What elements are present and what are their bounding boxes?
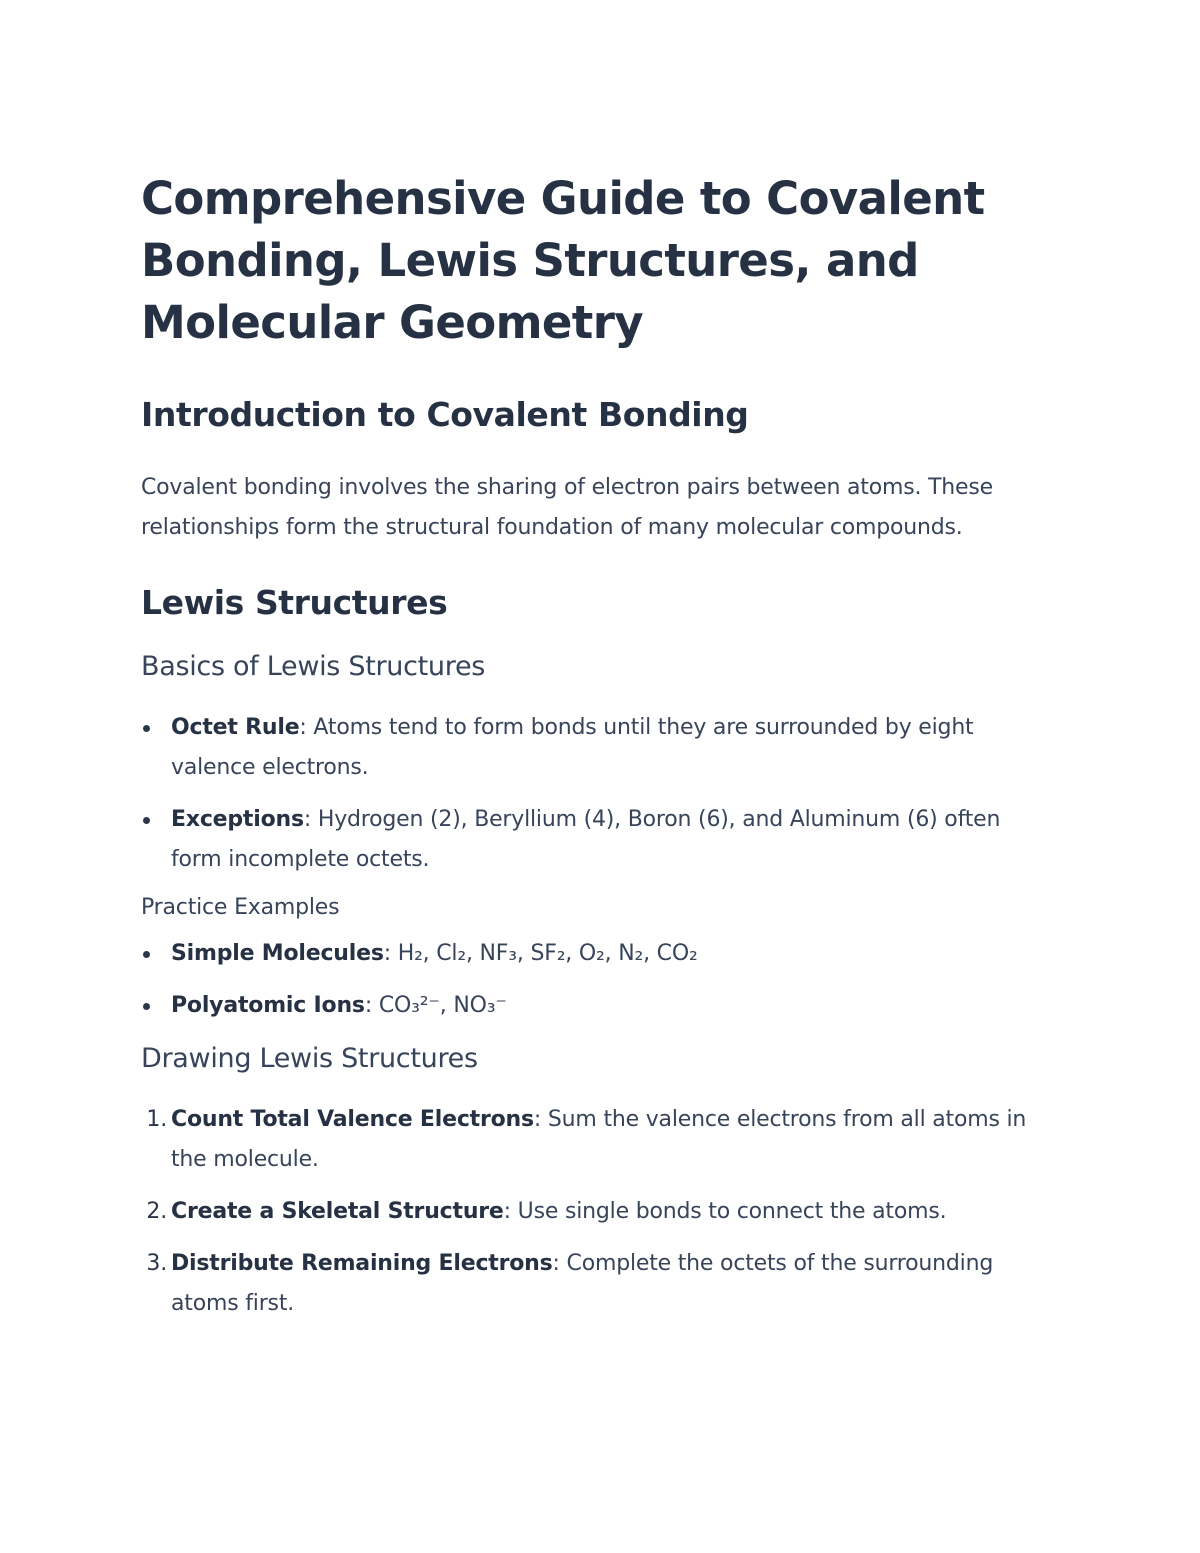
list-item-term: Exceptions (171, 807, 304, 832)
subheading-basics: Basics of Lewis Structures (141, 651, 486, 682)
list-item-text: : CO₃²⁻, NO₃⁻ (364, 993, 507, 1018)
subheading-practice-examples: Practice Examples (141, 895, 340, 920)
step-text: : Sum the valence electrons from all atoms in the molecule. (171, 1107, 1027, 1172)
step-term: Create a Skeletal Structure (171, 1199, 504, 1224)
step-number: 2. (146, 1199, 167, 1224)
list-item-text: : Atoms tend to form bonds until they are surrounded by eight valence electrons. (171, 715, 974, 780)
section-heading-lewis-structures: Lewis Structures (141, 583, 448, 622)
step-number: 3. (146, 1251, 167, 1276)
list-item (141, 708, 1041, 788)
practice-list (141, 934, 1041, 1026)
page-title: Comprehensive Guide to Covalent Bonding, Lewis Structures, and Molecular Geometry (141, 172, 985, 349)
basics-list (141, 708, 1041, 880)
list-item-text: : H₂, Cl₂, NF₃, SF₂, O₂, N₂, CO₂ (383, 941, 698, 966)
steps-list (141, 1100, 1041, 1324)
step-number: 1. (146, 1107, 167, 1132)
step-text: : Use single bonds to connect the atoms. (503, 1199, 947, 1224)
list-item (141, 800, 1041, 880)
document-page (141, 168, 1041, 1336)
list-item-term: Octet Rule (171, 715, 300, 740)
list-item (141, 986, 1041, 1026)
step-text: : Complete the octets of the surrounding atoms first. (171, 1251, 994, 1316)
step-item (141, 1192, 1041, 1232)
step-item (141, 1244, 1041, 1324)
list-item-text: : Hydrogen (2), Beryllium (4), Boron (6), and Aluminum (6) often form incomplete octets. (171, 807, 1001, 872)
list-item-term: Simple Molecules (171, 941, 384, 966)
subheading-drawing: Drawing Lewis Structures (141, 1043, 478, 1074)
list-item-term: Polyatomic Ions (171, 993, 365, 1018)
step-term: Distribute Remaining Electrons (171, 1251, 553, 1276)
intro-paragraph: Covalent bonding involves the sharing of electron pairs between atoms. These relationships form the structural foundation of many molecular compounds. (141, 475, 993, 540)
section-heading-introduction: Introduction to Covalent Bonding (141, 395, 749, 434)
list-item (141, 934, 1041, 974)
step-term: Count Total Valence Electrons (171, 1107, 534, 1132)
step-item (141, 1100, 1041, 1180)
